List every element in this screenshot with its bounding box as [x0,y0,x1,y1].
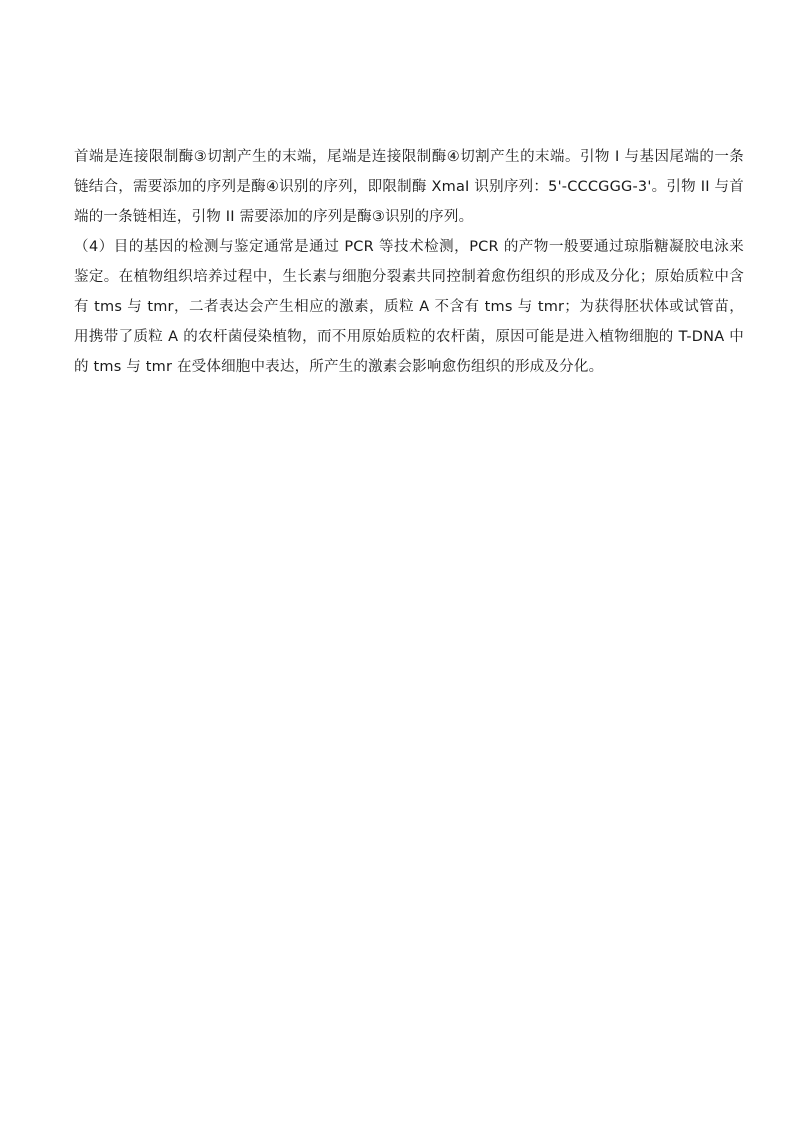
answer-explanation-text [74,142,744,382]
part-4-explanation-paragraph: （4）目的基因的检测与鉴定通常是通过 PCR 等技术检测，PCR 的产物一般要通过琼脂糖凝胶电泳来鉴定。在植物组织培养过程中，生长素与细胞分裂素共同控制着愈伤组织的形成及分化；原始质粒中含有 tms 与 tmr，二者表达会产生相应的激素，质粒 A 不含有 tms 与 tmr；为获得胚状体或试管苗，用携带了质粒 A 的农杆菌侵染植物，而不用原始质粒的农杆菌，原因可能是进入植物细胞的 T-DNA 中的 tms 与 tmr 在受体细胞中表达，所产生的激素会影响愈伤组织的形成及分化。 [74,239,744,375]
primer-explanation-paragraph: 首端是连接限制酶③切割产生的末端，尾端是连接限制酶④切割产生的末端。引物 I 与基因尾端的一条链结合，需要添加的序列是酶④识别的序列，即限制酶 XmaI 识别序列：5'-CCCGGG-3'。引物 II 与首端的一条链相连，引物 II 需要添加的序列是酶③识别的序列。 [74,149,744,225]
